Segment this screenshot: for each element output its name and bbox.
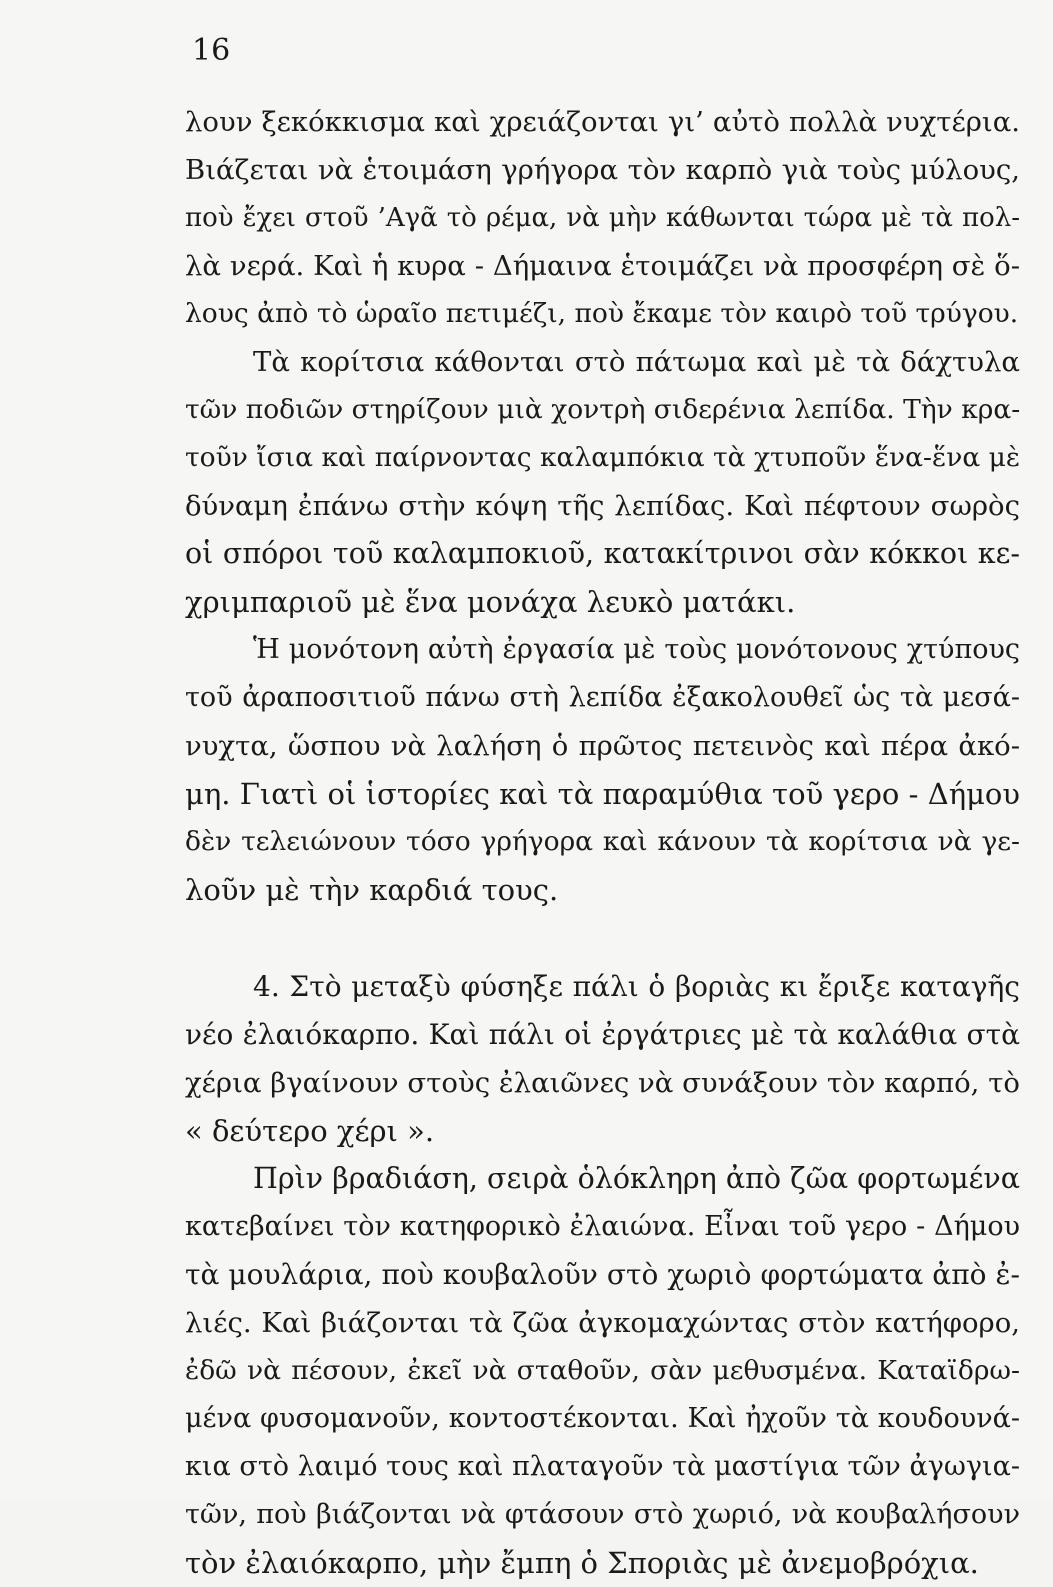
text-line: χριμπαριοῦ μὲ ἕνα μονάχα λευκὸ ματάκι. [185, 585, 796, 619]
text-line: κατεβαίνει τὸν κατηφορικὸ ἐλαιώνα. Εἶναι τοῦ γερο - Δήμου [185, 1211, 1020, 1242]
page-number: 16 [192, 33, 231, 68]
paragraph-4 [185, 963, 1020, 1155]
text-line: νέο ἐλαιόκαρπο. Καὶ πάλι οἱ ἐργάτριες μὲ τὰ καλάθια στὰ [185, 1018, 1020, 1051]
text-line: « δεύτερο χέρι ». [185, 1114, 435, 1148]
text-line: νυχτα, ὥσπου νὰ λαλήση ὁ πρῶτος πετεινὸς καὶ πέρα ἀκό- [185, 730, 1020, 762]
text-line: τοῦν ἴσια καὶ παίρνοντας καλαμπόκια τὰ χτυποῦν ἕνα-ἕνα μὲ [185, 442, 1020, 473]
text-line: κια στὸ λαιμό τους καὶ πλαταγοῦν τὰ μαστίγια τῶν ἀγωγια- [185, 1451, 1020, 1482]
text-line: λιές. Καὶ βιάζονται τὰ ζῶα ἀγκομαχώντας στὸν κατήφορο, [185, 1307, 1020, 1339]
text-line: ἐδῶ νὰ πέσουν, ἐκεῖ νὰ σταθοῦν, σὰν μεθυσμένα. Καταϊδρω- [185, 1355, 1020, 1386]
text-line: οἱ σπόροι τοῦ καλαμποκιοῦ, κατακίτρινοι σὰν κόκκοι κε- [185, 537, 1020, 570]
text-line: μένα φυσομανοῦν, κοντοστέκονται. Καὶ ἠχοῦν τὰ κουδουνά- [185, 1403, 1020, 1434]
text-line: Πρὶν βραδιάση, σειρὰ ὁλόκληρη ἀπὸ ζῶα φορτωμένα [253, 1162, 1020, 1195]
text-line: λους ἀπὸ τὸ ὡραῖο πετιμέζι, ποὺ ἔκαμε τὸν καιρὸ τοῦ τρύγου. [185, 298, 1019, 329]
text-line: τὰ μουλάρια, ποὺ κουβαλοῦν στὸ χωριὸ φορτώματα ἀπὸ ἐ- [185, 1258, 1020, 1291]
text-line: τῶν ποδιῶν στηρίζουν μιὰ χοντρὴ σιδερένια λεπίδα. Τὴν κρα- [185, 394, 1020, 425]
text-line: Τὰ κορίτσια κάθονται στὸ πάτωμα καὶ μὲ τὰ δάχτυλα [253, 346, 1020, 378]
text-line: 4. Στὸ μεταξὺ φύσηξε πάλι ὁ βοριὰς κι ἔριξε καταγῆς [253, 970, 1020, 1003]
paragraph-1 [185, 98, 1020, 338]
paragraph-3 [185, 626, 1020, 914]
paragraph-2 [185, 338, 1020, 626]
text-line: Ἡ μονότονη αὐτὴ ἐργασία μὲ τοὺς μονότονους χτύπους [253, 634, 1020, 665]
text-line: τοῦ ἀραποσιτιοῦ πάνω στὴ λεπίδα ἐξακολουθεῖ ὡς τὰ μεσά- [185, 682, 1020, 713]
text-line: δύναμη ἐπάνω στὴν κόψη τῆς λεπίδας. Καὶ πέφτουν σωρὸς [185, 490, 1020, 522]
text-line: λοῦν μὲ τὴν καρδιά τους. [185, 873, 559, 907]
body-text [185, 98, 1020, 1587]
section-gap [185, 914, 1020, 963]
text-line: τῶν, ποὺ βιάζονται νὰ φτάσουν στὸ χωριό, νὰ κουβαλήσουν [185, 1499, 1020, 1530]
text-line: τὸν ἐλαιόκαρπο, μὴν ἔμπη ὁ Σποριὰς μὲ ἀνεμοβρόχια. [185, 1546, 979, 1580]
text-line: ποὺ ἔχει στοῦ ’Αγᾶ τὸ ρέμα, νὰ μὴν κάθωνται τώρα μὲ τὰ πολ- [185, 203, 1020, 233]
text-line: μη. Γιατὶ οἱ ἱστορίες καὶ τὰ παραμύθια τοῦ γερο - Δήμου [185, 777, 1020, 811]
text-line: Βιάζεται νὰ ἑτοιμάση γρήγορα τὸν καρπὸ γιὰ τοὺς μύλους, [185, 154, 1020, 186]
text-line: λουν ξεκόκκισμα καὶ χρειάζονται γι’ αὐτὸ πολλὰ νυχτέρια. [185, 106, 1020, 138]
text-line: δὲν τελειώνουν τόσο γρήγορα καὶ κάνουν τὰ κορίτσια νὰ γε- [185, 826, 1020, 857]
text-line: χέρια βγαίνουν στοὺς ἐλαιῶνες νὰ συνάξουν τὸν καρπό, τὸ [185, 1067, 1020, 1099]
text-line: λὰ νερά. Καὶ ἡ κυρα - Δήμαινα ἑτοιμάζει νὰ προσφέρη σὲ ὅ- [185, 250, 1020, 282]
paragraph-5 [185, 1155, 1020, 1587]
